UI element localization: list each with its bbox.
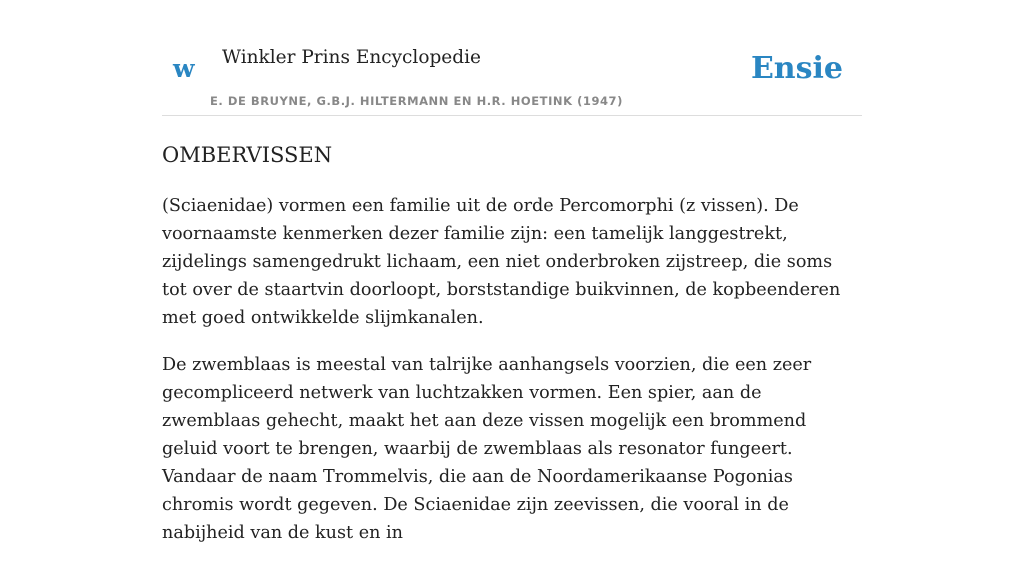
article-body (162, 192, 862, 566)
brand-logo[interactable]: Ensie (750, 51, 843, 86)
header-divider (162, 115, 862, 116)
article-paragraph: De zwemblaas is meestal van talrijke aanhangsels voorzien, die een zeer gecompliceerd netwerk van luchtzakken vormen. Een spier, aan de zwemblaas gehecht, maakt het aan deze vissen mogelijk een brommend geluid voort te brengen, waarbij de zwemblaas als resonator fungeert. Vandaar de naam Trommelvis, die aan de Noordamerikaanse Pogonias chromis wordt gegeven. De Sciaenidae zijn zeevissen, die vooral in de nabijheid van de kust en in (162, 355, 812, 543)
site-title: Winkler Prins Encyclopedie (222, 47, 481, 68)
site-logo-icon[interactable]: w (173, 54, 195, 83)
article-paragraph: (Sciaenidae) vormen een familie uit de orde Percomorphi (z vissen). De voornaamste kenmerken dezer familie zijn: een tamelijk langgestrekt, zijdelings samengedrukt lichaam, een niet onderbroken zijstreep, die soms tot over de staartvin doorloopt, borststandige buikvinnen, de kopbeenderen met goed ontwikkelde slijmkanalen. (162, 196, 841, 328)
entry-title: OMBERVISSEN (162, 143, 333, 167)
authors-line: E. DE BRUYNE, G.B.J. HILTERMANN EN H.R. HOETINK (1947) (210, 94, 623, 108)
